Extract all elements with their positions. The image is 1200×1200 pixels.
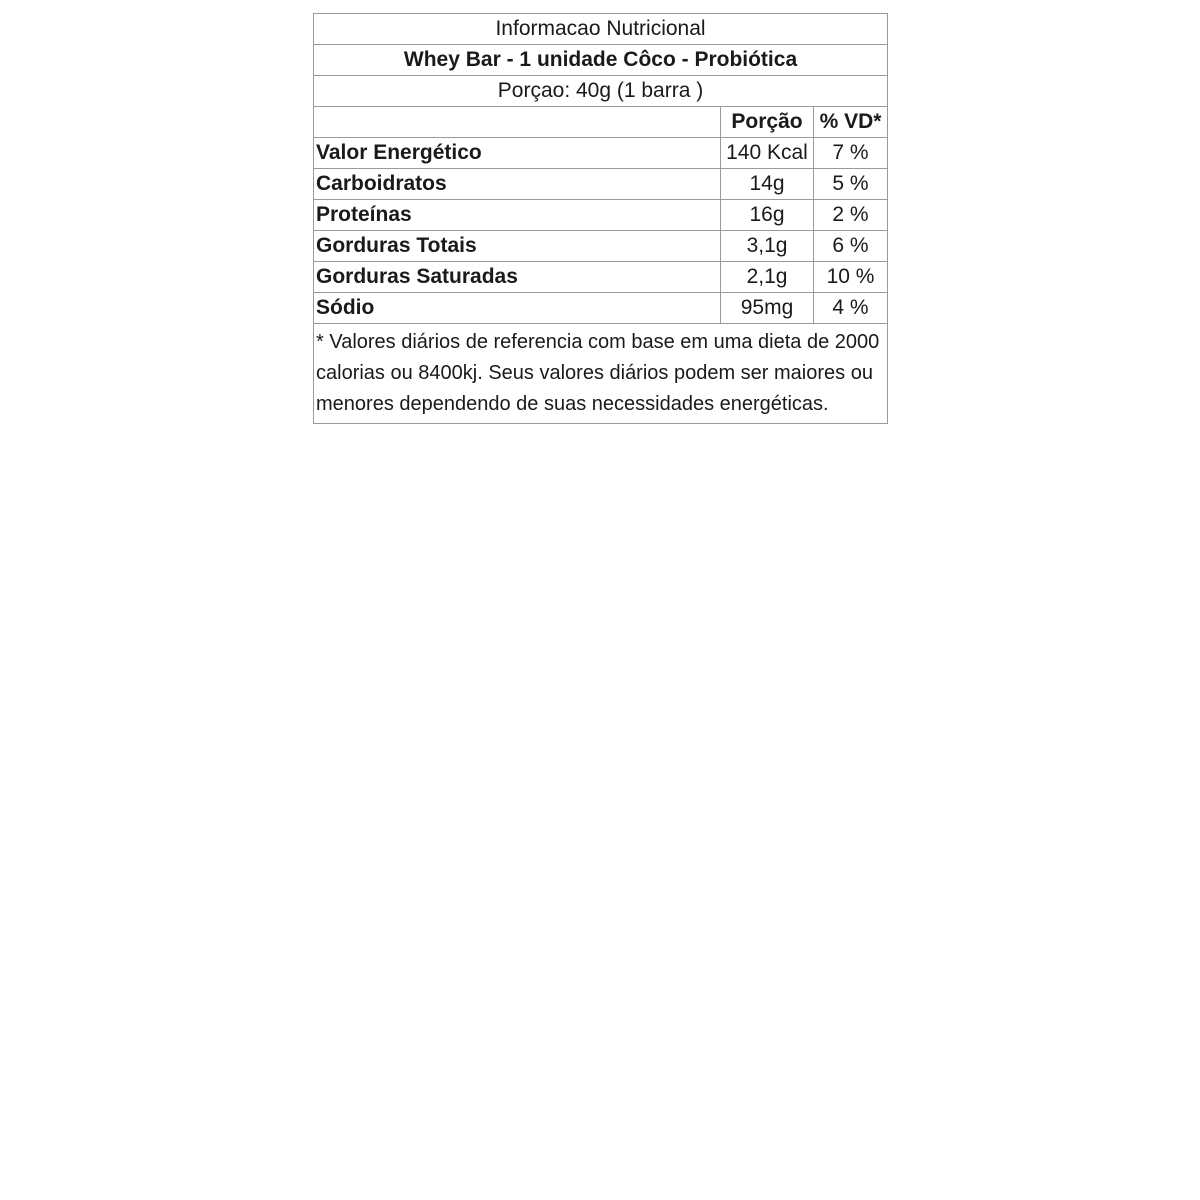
nutrient-amount: 140 Kcal (721, 138, 814, 169)
footnote-row (314, 324, 888, 424)
title-row (314, 14, 888, 45)
nutrient-daily-value: 5 % (814, 169, 888, 200)
nutrient-daily-value: 7 % (814, 138, 888, 169)
nutrition-facts-table (313, 13, 888, 424)
nutrient-name: Carboidratos (314, 169, 721, 200)
nutrient-name: Gorduras Totais (314, 231, 721, 262)
nutrient-name: Proteínas (314, 200, 721, 231)
header-portion: Porção (721, 107, 814, 138)
product-name: Whey Bar - 1 unidade Côco - Probiótica (314, 45, 888, 76)
header-row (314, 107, 888, 138)
header-empty-cell (314, 107, 721, 138)
nutrient-name: Valor Energético (314, 138, 721, 169)
footnote: * Valores diários de referencia com base em uma dieta de 2000 calorias ou 8400kj. Seus valores diários podem ser maiores ou menores dependendo de suas necessidades energéticas. (314, 324, 888, 424)
table-row (314, 231, 888, 262)
nutrient-amount: 3,1g (721, 231, 814, 262)
serving-size: Porçao: 40g (1 barra ) (314, 76, 888, 107)
nutrient-name: Gorduras Saturadas (314, 262, 721, 293)
nutrient-daily-value: 4 % (814, 293, 888, 324)
table-row (314, 293, 888, 324)
table-row (314, 262, 888, 293)
nutrient-amount: 14g (721, 169, 814, 200)
nutrient-daily-value: 10 % (814, 262, 888, 293)
nutrient-daily-value: 2 % (814, 200, 888, 231)
nutrient-daily-value: 6 % (814, 231, 888, 262)
table-row (314, 169, 888, 200)
nutrient-name: Sódio (314, 293, 721, 324)
nutrient-amount: 2,1g (721, 262, 814, 293)
table-row (314, 200, 888, 231)
nutrient-amount: 95mg (721, 293, 814, 324)
serving-row (314, 76, 888, 107)
nutrient-amount: 16g (721, 200, 814, 231)
table-title: Informacao Nutricional (314, 14, 888, 45)
table-row (314, 138, 888, 169)
product-row (314, 45, 888, 76)
header-daily-value: % VD* (814, 107, 888, 138)
